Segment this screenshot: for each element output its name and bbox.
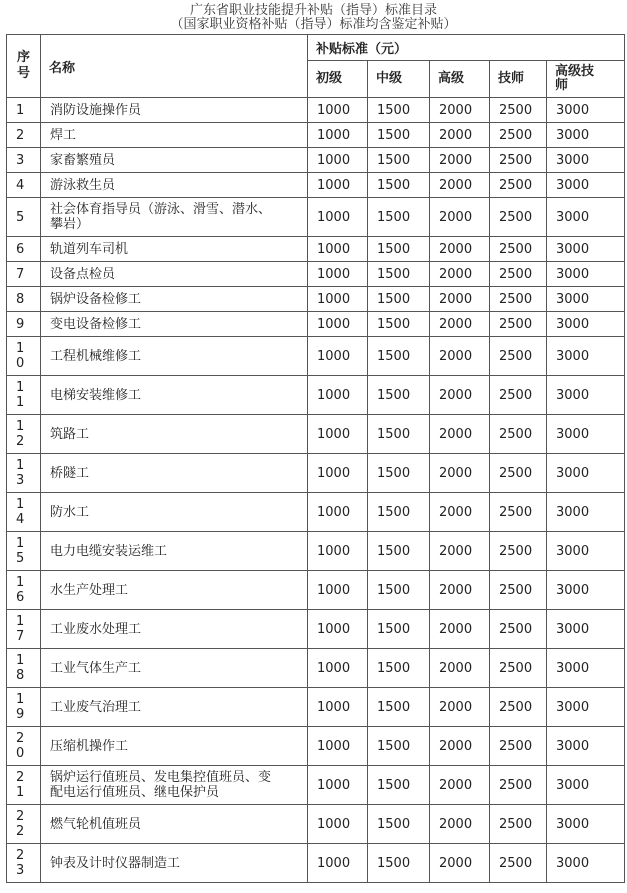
table-row: [7, 571, 625, 610]
row-occupation-name: 钟表及计时仪器制造工: [41, 844, 308, 883]
row-serial-number: 2: [7, 123, 41, 148]
row-subsidy-senior-technician: 3000: [547, 688, 625, 727]
header-level-junior: 初级: [308, 61, 368, 98]
row-subsidy-junior: 1000: [308, 454, 368, 493]
row-serial-number: 1 4: [7, 493, 41, 532]
table-row: [7, 287, 625, 312]
row-subsidy-intermediate: 1500: [368, 376, 430, 415]
row-subsidy-technician: 2500: [490, 727, 547, 766]
row-subsidy-junior: 1000: [308, 571, 368, 610]
row-subsidy-junior: 1000: [308, 173, 368, 198]
table-row: [7, 376, 625, 415]
row-occupation-name: 工程机械维修工: [41, 337, 308, 376]
row-subsidy-junior: 1000: [308, 237, 368, 262]
row-subsidy-senior-technician: 3000: [547, 454, 625, 493]
table-row: [7, 805, 625, 844]
table-body: [7, 98, 625, 883]
row-subsidy-senior-technician: 3000: [547, 571, 625, 610]
row-subsidy-senior: 2000: [430, 727, 490, 766]
row-subsidy-intermediate: 1500: [368, 148, 430, 173]
table-row: [7, 312, 625, 337]
row-subsidy-senior: 2000: [430, 148, 490, 173]
row-occupation-name: 家畜繁殖员: [41, 148, 308, 173]
table-row: [7, 727, 625, 766]
header-serial-number: 序 号: [7, 35, 41, 98]
row-subsidy-intermediate: 1500: [368, 98, 430, 123]
row-subsidy-senior-technician: 3000: [547, 312, 625, 337]
row-subsidy-intermediate: 1500: [368, 571, 430, 610]
row-subsidy-junior: 1000: [308, 123, 368, 148]
row-subsidy-intermediate: 1500: [368, 454, 430, 493]
row-subsidy-senior-technician: 3000: [547, 262, 625, 287]
row-serial-number: 1 2: [7, 415, 41, 454]
row-subsidy-senior-technician: 3000: [547, 173, 625, 198]
table-row: [7, 98, 625, 123]
row-subsidy-senior-technician: 3000: [547, 337, 625, 376]
row-subsidy-senior: 2000: [430, 287, 490, 312]
row-subsidy-technician: 2500: [490, 454, 547, 493]
table-row: [7, 454, 625, 493]
row-subsidy-senior-technician: 3000: [547, 649, 625, 688]
row-subsidy-senior: 2000: [430, 415, 490, 454]
row-subsidy-senior: 2000: [430, 454, 490, 493]
document-title: 广东省职业技能提升补贴（指导）标准目录: [189, 3, 437, 18]
row-subsidy-senior: 2000: [430, 766, 490, 805]
row-occupation-name: 锅炉设备检修工: [41, 287, 308, 312]
row-subsidy-technician: 2500: [490, 198, 547, 237]
row-serial-number: 2 1: [7, 766, 41, 805]
row-subsidy-intermediate: 1500: [368, 493, 430, 532]
row-subsidy-junior: 1000: [308, 415, 368, 454]
row-subsidy-senior: 2000: [430, 312, 490, 337]
row-serial-number: 1 9: [7, 688, 41, 727]
row-subsidy-junior: 1000: [308, 262, 368, 287]
row-subsidy-intermediate: 1500: [368, 649, 430, 688]
row-subsidy-junior: 1000: [308, 844, 368, 883]
row-subsidy-technician: 2500: [490, 173, 547, 198]
table-row: [7, 493, 625, 532]
header-name: 名称: [41, 35, 308, 98]
row-subsidy-junior: 1000: [308, 287, 368, 312]
row-subsidy-technician: 2500: [490, 98, 547, 123]
row-subsidy-technician: 2500: [490, 123, 547, 148]
row-subsidy-intermediate: 1500: [368, 123, 430, 148]
row-subsidy-senior: 2000: [430, 237, 490, 262]
row-subsidy-technician: 2500: [490, 262, 547, 287]
header-level-senior: 高级: [430, 61, 490, 98]
row-subsidy-intermediate: 1500: [368, 688, 430, 727]
row-subsidy-senior: 2000: [430, 123, 490, 148]
row-occupation-name: 桥隧工: [41, 454, 308, 493]
row-subsidy-senior-technician: 3000: [547, 766, 625, 805]
row-subsidy-intermediate: 1500: [368, 287, 430, 312]
row-subsidy-junior: 1000: [308, 727, 368, 766]
row-serial-number: 6: [7, 237, 41, 262]
header-level-intermediate: 中级: [368, 61, 430, 98]
table-row: [7, 532, 625, 571]
row-subsidy-senior-technician: 3000: [547, 148, 625, 173]
table-row: [7, 198, 625, 237]
row-subsidy-intermediate: 1500: [368, 805, 430, 844]
row-subsidy-junior: 1000: [308, 337, 368, 376]
row-occupation-name: 防水工: [41, 493, 308, 532]
header-subsidy-standard: 补贴标准（元）: [308, 35, 625, 61]
table-row: [7, 337, 625, 376]
row-subsidy-junior: 1000: [308, 312, 368, 337]
table-row: [7, 688, 625, 727]
row-subsidy-senior: 2000: [430, 493, 490, 532]
table-row: [7, 173, 625, 198]
row-subsidy-senior-technician: 3000: [547, 376, 625, 415]
row-subsidy-technician: 2500: [490, 148, 547, 173]
row-subsidy-senior-technician: 3000: [547, 237, 625, 262]
row-serial-number: 7: [7, 262, 41, 287]
row-subsidy-technician: 2500: [490, 571, 547, 610]
row-subsidy-intermediate: 1500: [368, 237, 430, 262]
row-subsidy-technician: 2500: [490, 337, 547, 376]
row-subsidy-senior-technician: 3000: [547, 98, 625, 123]
row-subsidy-senior-technician: 3000: [547, 727, 625, 766]
table-row: [7, 415, 625, 454]
row-serial-number: 1 6: [7, 571, 41, 610]
row-subsidy-senior-technician: 3000: [547, 415, 625, 454]
row-subsidy-technician: 2500: [490, 312, 547, 337]
row-subsidy-technician: 2500: [490, 649, 547, 688]
row-occupation-name: 变电设备检修工: [41, 312, 308, 337]
row-subsidy-junior: 1000: [308, 198, 368, 237]
row-subsidy-technician: 2500: [490, 493, 547, 532]
row-subsidy-technician: 2500: [490, 532, 547, 571]
row-subsidy-technician: 2500: [490, 237, 547, 262]
header-level-senior-technician: 高级技 师: [547, 61, 625, 98]
row-subsidy-senior-technician: 3000: [547, 287, 625, 312]
row-subsidy-senior: 2000: [430, 571, 490, 610]
row-subsidy-intermediate: 1500: [368, 727, 430, 766]
table-row: [7, 844, 625, 883]
row-subsidy-intermediate: 1500: [368, 337, 430, 376]
row-subsidy-junior: 1000: [308, 649, 368, 688]
row-serial-number: 3: [7, 148, 41, 173]
row-subsidy-intermediate: 1500: [368, 415, 430, 454]
row-subsidy-junior: 1000: [308, 610, 368, 649]
row-subsidy-senior: 2000: [430, 532, 490, 571]
row-occupation-name: 压缩机操作工: [41, 727, 308, 766]
row-occupation-name: 燃气轮机值班员: [41, 805, 308, 844]
row-subsidy-senior: 2000: [430, 805, 490, 844]
row-serial-number: 5: [7, 198, 41, 237]
subsidy-table: [6, 34, 625, 883]
row-subsidy-technician: 2500: [490, 610, 547, 649]
row-serial-number: 2 0: [7, 727, 41, 766]
row-serial-number: 1 7: [7, 610, 41, 649]
row-subsidy-technician: 2500: [490, 766, 547, 805]
row-subsidy-senior: 2000: [430, 98, 490, 123]
row-subsidy-junior: 1000: [308, 98, 368, 123]
table-row: [7, 766, 625, 805]
row-serial-number: 1 8: [7, 649, 41, 688]
row-subsidy-junior: 1000: [308, 532, 368, 571]
row-occupation-name: 筑路工: [41, 415, 308, 454]
row-subsidy-senior: 2000: [430, 688, 490, 727]
row-subsidy-senior: 2000: [430, 376, 490, 415]
row-subsidy-intermediate: 1500: [368, 766, 430, 805]
row-serial-number: 1: [7, 98, 41, 123]
row-subsidy-senior-technician: 3000: [547, 123, 625, 148]
row-subsidy-intermediate: 1500: [368, 198, 430, 237]
row-subsidy-intermediate: 1500: [368, 844, 430, 883]
row-subsidy-technician: 2500: [490, 805, 547, 844]
row-serial-number: 1 5: [7, 532, 41, 571]
row-subsidy-junior: 1000: [308, 805, 368, 844]
row-subsidy-senior: 2000: [430, 610, 490, 649]
row-subsidy-technician: 2500: [490, 844, 547, 883]
row-subsidy-senior: 2000: [430, 337, 490, 376]
row-occupation-name: 水生产处理工: [41, 571, 308, 610]
document-subtitle: （国家职业资格补贴（指导）标准均含鉴定补贴）: [170, 17, 457, 32]
row-subsidy-technician: 2500: [490, 688, 547, 727]
row-occupation-name: 焊工: [41, 123, 308, 148]
row-subsidy-junior: 1000: [308, 493, 368, 532]
row-subsidy-senior-technician: 3000: [547, 805, 625, 844]
row-serial-number: 1 1: [7, 376, 41, 415]
row-occupation-name: 轨道列车司机: [41, 237, 308, 262]
row-subsidy-junior: 1000: [308, 766, 368, 805]
row-occupation-name: 消防设施操作员: [41, 98, 308, 123]
row-subsidy-senior: 2000: [430, 198, 490, 237]
row-serial-number: 1 0: [7, 337, 41, 376]
row-occupation-name: 工业废气治理工: [41, 688, 308, 727]
row-subsidy-senior: 2000: [430, 173, 490, 198]
row-serial-number: 4: [7, 173, 41, 198]
row-subsidy-intermediate: 1500: [368, 173, 430, 198]
row-subsidy-junior: 1000: [308, 688, 368, 727]
row-subsidy-senior-technician: 3000: [547, 532, 625, 571]
row-subsidy-technician: 2500: [490, 415, 547, 454]
row-subsidy-intermediate: 1500: [368, 532, 430, 571]
row-serial-number: 1 3: [7, 454, 41, 493]
row-subsidy-senior: 2000: [430, 262, 490, 287]
row-subsidy-technician: 2500: [490, 287, 547, 312]
row-occupation-name: 电力电缆安装运维工: [41, 532, 308, 571]
row-occupation-name: 社会体育指导员（游泳、滑雪、潜水、 攀岩）: [41, 198, 308, 237]
table-row: [7, 123, 625, 148]
row-occupation-name: 游泳救生员: [41, 173, 308, 198]
row-subsidy-senior-technician: 3000: [547, 198, 625, 237]
row-occupation-name: 锅炉运行值班员、发电集控值班员、变 配电运行值班员、继电保护员: [41, 766, 308, 805]
row-occupation-name: 工业气体生产工: [41, 649, 308, 688]
table-row: [7, 237, 625, 262]
row-subsidy-senior: 2000: [430, 649, 490, 688]
table-row: [7, 262, 625, 287]
row-occupation-name: 工业废水处理工: [41, 610, 308, 649]
row-serial-number: 9: [7, 312, 41, 337]
table-row: [7, 148, 625, 173]
row-subsidy-technician: 2500: [490, 376, 547, 415]
header-level-technician: 技师: [490, 61, 547, 98]
row-subsidy-senior-technician: 3000: [547, 844, 625, 883]
row-subsidy-senior-technician: 3000: [547, 493, 625, 532]
row-occupation-name: 电梯安装维修工: [41, 376, 308, 415]
table-row: [7, 649, 625, 688]
row-subsidy-senior: 2000: [430, 844, 490, 883]
row-serial-number: 8: [7, 287, 41, 312]
row-subsidy-intermediate: 1500: [368, 610, 430, 649]
row-subsidy-intermediate: 1500: [368, 262, 430, 287]
row-subsidy-intermediate: 1500: [368, 312, 430, 337]
row-subsidy-senior-technician: 3000: [547, 610, 625, 649]
row-occupation-name: 设备点检员: [41, 262, 308, 287]
row-serial-number: 2 3: [7, 844, 41, 883]
row-serial-number: 2 2: [7, 805, 41, 844]
row-subsidy-junior: 1000: [308, 376, 368, 415]
row-subsidy-junior: 1000: [308, 148, 368, 173]
table-row: [7, 610, 625, 649]
